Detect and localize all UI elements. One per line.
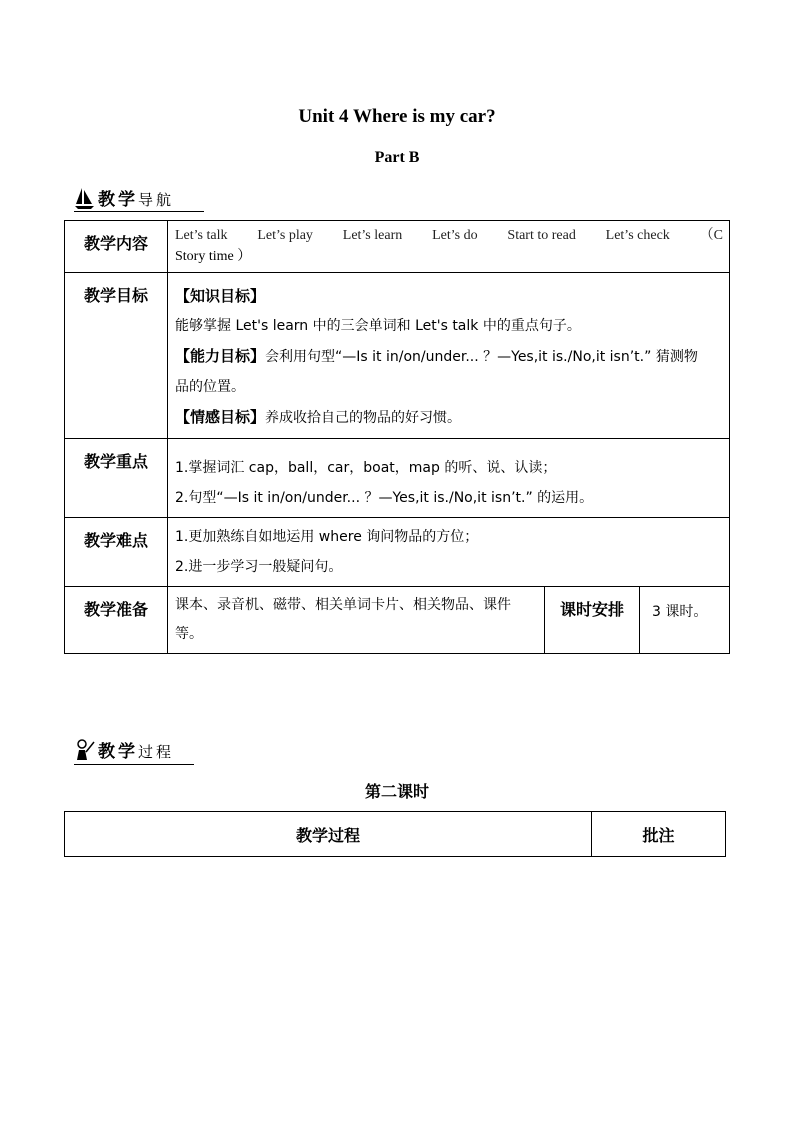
lesson-title: 第二课时	[364, 782, 429, 801]
label-preparation: 教学准备	[65, 587, 168, 654]
process-table	[64, 811, 726, 857]
emotion-text: 养成收拾自己的物品的好习惯。	[265, 410, 462, 426]
banner-underline	[74, 764, 194, 765]
page-title: Unit 4 Where is my car?	[298, 106, 496, 127]
content-item: Let’s do	[432, 228, 478, 243]
ability-text: 会利用句型“—Is it in/on/under... ？—Yes,it is./No,it isn’t.” 猜测物	[265, 349, 698, 365]
content-item: Let’s learn	[342, 228, 403, 243]
label-schedule: 课时安排	[545, 587, 640, 654]
section-title-process: 教学过程	[98, 742, 175, 762]
content-item: Let’s play	[257, 228, 313, 243]
sailboat-icon	[74, 186, 96, 210]
difficulty-2: 2.进一步学习一般疑问句。	[175, 559, 343, 575]
ability-line	[175, 341, 723, 372]
label-key-points: 教学重点	[65, 439, 168, 518]
content-item: Let’s talk	[175, 228, 228, 243]
knowledge-text: 能够掌握 Let's learn 中的三会单词和 Let's talk 中的重点句子。	[175, 318, 581, 334]
label-content: 教学内容	[65, 221, 168, 273]
content-item: Let’s check	[605, 228, 670, 243]
key-points-cell	[168, 439, 730, 518]
difficulties-cell	[168, 518, 730, 587]
banner-underline	[74, 211, 204, 212]
preparation-cell	[168, 587, 545, 654]
ability-heading: 【能力目标】	[175, 347, 266, 365]
key-point-1: 1.掌握词汇 cap，ball，car，boat，map 的听、说、认读；	[175, 460, 557, 476]
goals-cell	[168, 273, 730, 439]
teaching-guide-table	[64, 220, 730, 654]
knowledge-heading: 【知识目标】	[175, 287, 266, 305]
emotion-heading: 【情感目标】	[175, 408, 266, 426]
label-goals: 教学目标	[65, 273, 168, 439]
difficulty-1: 1.更加熟练自如地运用 where 询问物品的方位；	[175, 529, 479, 545]
header-notes: 批注	[592, 812, 726, 857]
section-banner-process	[74, 734, 174, 762]
header-process: 教学过程	[65, 812, 592, 857]
content-item: Start to read	[507, 228, 576, 243]
content-list	[175, 225, 723, 247]
page-subtitle: Part B	[374, 149, 420, 166]
schedule-value: 3 课时。	[640, 587, 730, 654]
section-title-guide: 教学导航	[98, 190, 175, 210]
ability-text-cont: 品的位置。	[175, 379, 245, 395]
content-item: （C	[699, 228, 723, 243]
emotion-line	[175, 402, 723, 433]
label-difficulties: 教学难点	[65, 518, 168, 587]
content-cell	[168, 221, 730, 273]
teacher-icon	[74, 738, 96, 762]
content-line-2: Story time ）	[175, 249, 252, 264]
section-banner-guide	[74, 182, 174, 210]
key-point-2: 2.句型“—Is it in/on/under... ？—Yes,it is./No,it isn’t.” 的运用。	[175, 490, 594, 506]
preparation-text: 课本、录音机、磁带、相关单词卡片、相关物品、课件等。	[175, 597, 511, 642]
